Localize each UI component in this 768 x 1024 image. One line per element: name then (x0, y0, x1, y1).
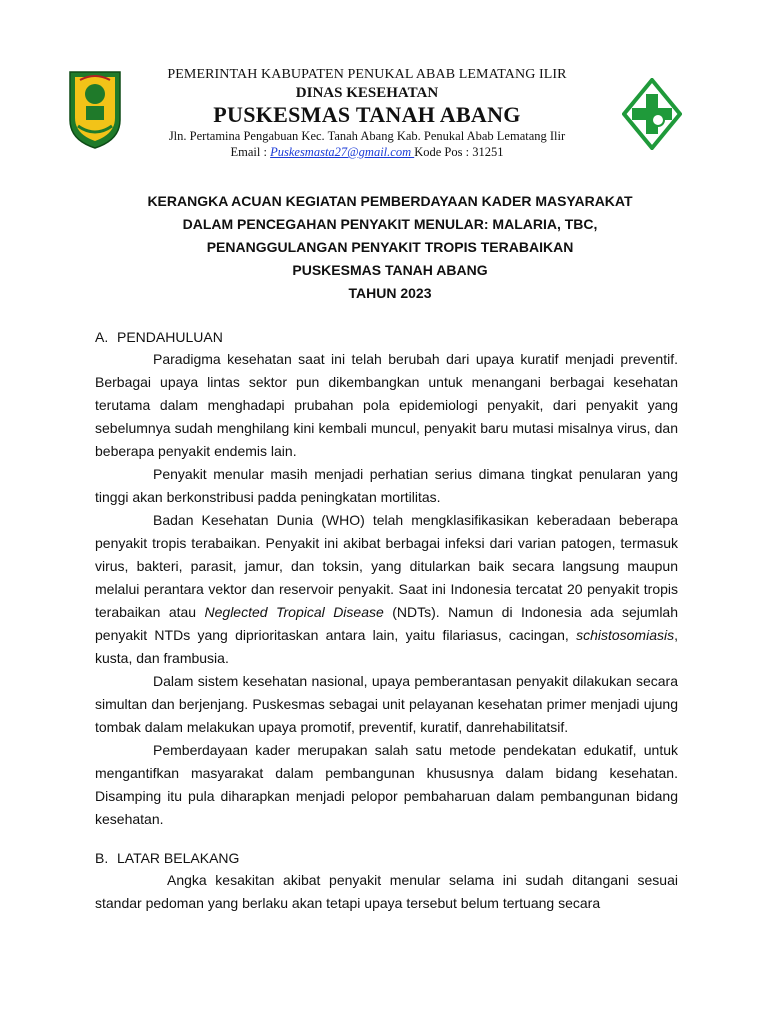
letterhead-address: Jln. Pertamina Pengabuan Kec. Tanah Abang Kab. Penukal Abab Lematang Ilir (168, 129, 566, 143)
letterhead-government: PEMERINTAH KABUPATEN PENUKAL ABAB LEMATANG ILIR (167, 67, 567, 82)
section-b-heading (95, 847, 678, 869)
paragraph-text: (NDTs). Namun di Indonesia ada sejumlah penyakit NTDs yang diprioritaskan antara lain, yaitu filariasus, cacingan, (95, 604, 679, 643)
email-label: Email : (230, 145, 271, 159)
title-line: DALAM PENCEGAHAN PENYAKIT MENULAR: MALARIA, TBC, (182, 216, 598, 232)
puskesmas-cross-icon (622, 78, 682, 150)
paragraph: Dalam sistem kesehatan nasional, upaya pemberantasan penyakit dilakukan secara simultan dan berjenjang. Puskesmas sebagai unit pelayanan kesehatan primer menjadi ujung tombak dalam melakukan upaya promotif, preventif, kuratif, danrehabilitatsif. (95, 673, 678, 735)
section-a-heading (95, 326, 678, 348)
title-line: TAHUN 2023 (348, 285, 432, 301)
title-line: KERANGKA ACUAN KEGIATAN PEMBERDAYAAN KADER MASYARAKAT (147, 193, 633, 209)
title-line: PENANGGULANGAN PENYAKIT TROPIS TERABAIKAN (206, 239, 574, 255)
paragraph: Paradigma kesehatan saat ini telah berubah dari upaya kuratif menjadi preventif. Berbagai upaya lintas sektor pun dikembangkan untuk menangani berbagai kesehatan terutama dalam menghadapi prubahan pola epidemiologi penyakit, dari penyakit yang sebelumnya sudah menghilang kini kembali muncul, penyakit baru mutasi misalnya virus, dan beberapa penyakit endemis lain. (95, 351, 678, 459)
italic-term: schistosomiasis (576, 627, 675, 643)
section-title: PENDAHULUAN (117, 329, 223, 345)
paragraph: Angka kesakitan akibat penyakit menular selama ini sudah ditangani sesuai standar pedoman yang berlaku akan tetapi upaya tersebut belum tertuang secara (95, 872, 678, 911)
paragraph-text: Badan Kesehatan Dunia (WHO) telah mengklasifikasikan keberadaan beberapa penyakit tropis terabaikan. Penyakit ini akibat berbagai infeksi dari varian patogen, termasuk virus, bakteri, parasit, jamur, dan toksin, yang ditularkan baik secara langsung maupun melalui perantara vektor dan reservoir penyakit. Saat ini Indonesia tercatat 20 penyakit tropis terabaikan atau (95, 512, 678, 620)
paragraph: Penyakit menular masih menjadi perhatian serius dimana tingkat penularan yang tinggi akan berkonstribusi padda peningkatan mortilitas. (95, 466, 678, 505)
letterhead-department: DINAS KESEHATAN (295, 85, 439, 101)
postal-code: Kode Pos : 31251 (414, 145, 504, 159)
section-title: LATAR BELAKANG (117, 850, 240, 866)
section-gap (95, 831, 678, 847)
regency-emblem-icon (66, 68, 124, 150)
letterhead-text (120, 66, 614, 160)
letterhead-institution: PUSKESMAS TANAH ABANG (213, 102, 521, 127)
email-link[interactable]: Puskesmasta27@gmail.com (270, 145, 415, 159)
section-letter: A. (95, 329, 109, 345)
document-title (90, 190, 690, 305)
document-body (95, 326, 678, 915)
letterhead-contact (120, 144, 614, 160)
letterhead (0, 0, 768, 170)
paragraph: Pemberdayaan kader merupakan salah satu metode pendekatan edukatif, untuk mengantifkan masyarakat dalam pembangunan khususnya dalam bidang kesehatan. Disamping itu pula diharapkan menjadi pelopor pembaharuan dalam pembangunan bidang kesehatan. (95, 742, 678, 827)
paragraph (95, 509, 678, 670)
paragraph-text: , kusta, dan frambusia. (95, 627, 678, 666)
title-line: PUSKESMAS TANAH ABANG (292, 262, 488, 278)
section-letter: B. (95, 850, 109, 866)
italic-term: Neglected Tropical Disease (204, 604, 384, 620)
